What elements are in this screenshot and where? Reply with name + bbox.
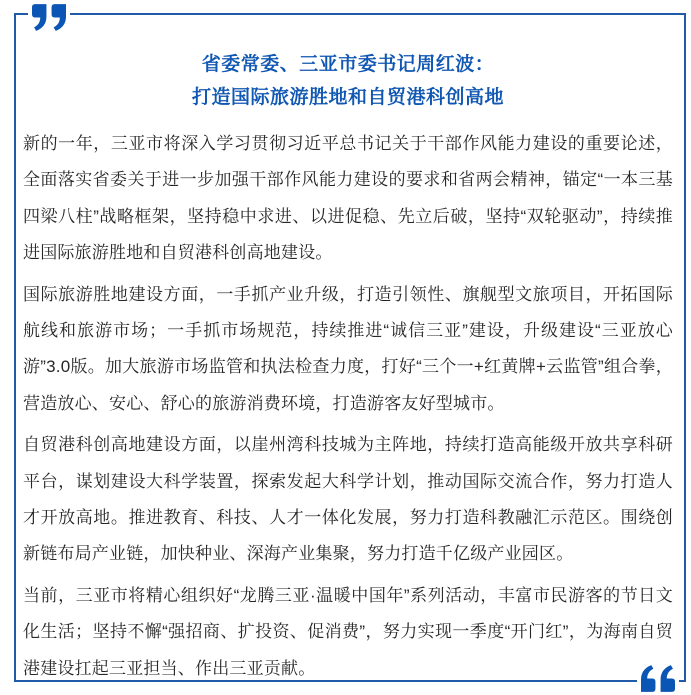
paragraph: 新的一年，三亚市将深入学习贯彻习近平总书记关于干部作风能力建设的重要论述，全面落实省委关于进一步加强干部作风能力建设的要求和省两会精神，锚定“一本三基四梁八柱”战略框架，坚持稳中求进、以进促稳、先立后破，坚持“双轮驱动”，持续推进国际旅游胜地和自贸港科创高地建设。 — [23, 134, 673, 263]
article-title-line-1: 省委常委、三亚市委书记周红波： — [201, 54, 495, 75]
article-body — [23, 126, 673, 687]
paragraph: 国际旅游胜地建设方面，一手抓产业升级，打造引领性、旗舰型文旅项目，开拓国际航线和旅游市场；一手抓市场规范，持续推进“诚信三亚”建设，升级建设“三亚放心游”3.0版。加大旅游市场监管和执法检查力度，打好“三个一+红黄牌+云监管”组合拳，营造放心、安心、舒心的旅游消费环境，打造游客友好型城市。 — [23, 284, 673, 413]
article-border — [14, 13, 686, 682]
paragraph: 自贸港科创高地建设方面，以崖州湾科技城为主阵地，持续打造高能级开放共享科研平台，谋划建设大科学装置，探索发起大科学计划，推动国际交流合作，努力打造人才开放高地。推进教育、科技、人才一体化发展，努力打造科教融汇示范区。围绕创新链布局产业链，加快种业、深海产业集聚，努力打造千亿级产业园区。 — [23, 435, 673, 564]
article-content — [16, 15, 684, 680]
article-title — [23, 48, 673, 114]
open-quote-icon — [28, 2, 70, 32]
paragraph: 当前，三亚市将精心组织好“龙腾三亚·温暖中国年”系列活动，丰富市民游客的节日文化生活；坚持不懈“强招商、扩投资、促消费”，努力实现一季度“开门红”，为海南自贸港建设扛起三亚担当、作出三亚贡献。 — [23, 585, 673, 678]
article-title-line-2: 打造国际旅游胜地和自贸港科创高地 — [191, 87, 504, 108]
close-quote-icon — [637, 662, 679, 694]
